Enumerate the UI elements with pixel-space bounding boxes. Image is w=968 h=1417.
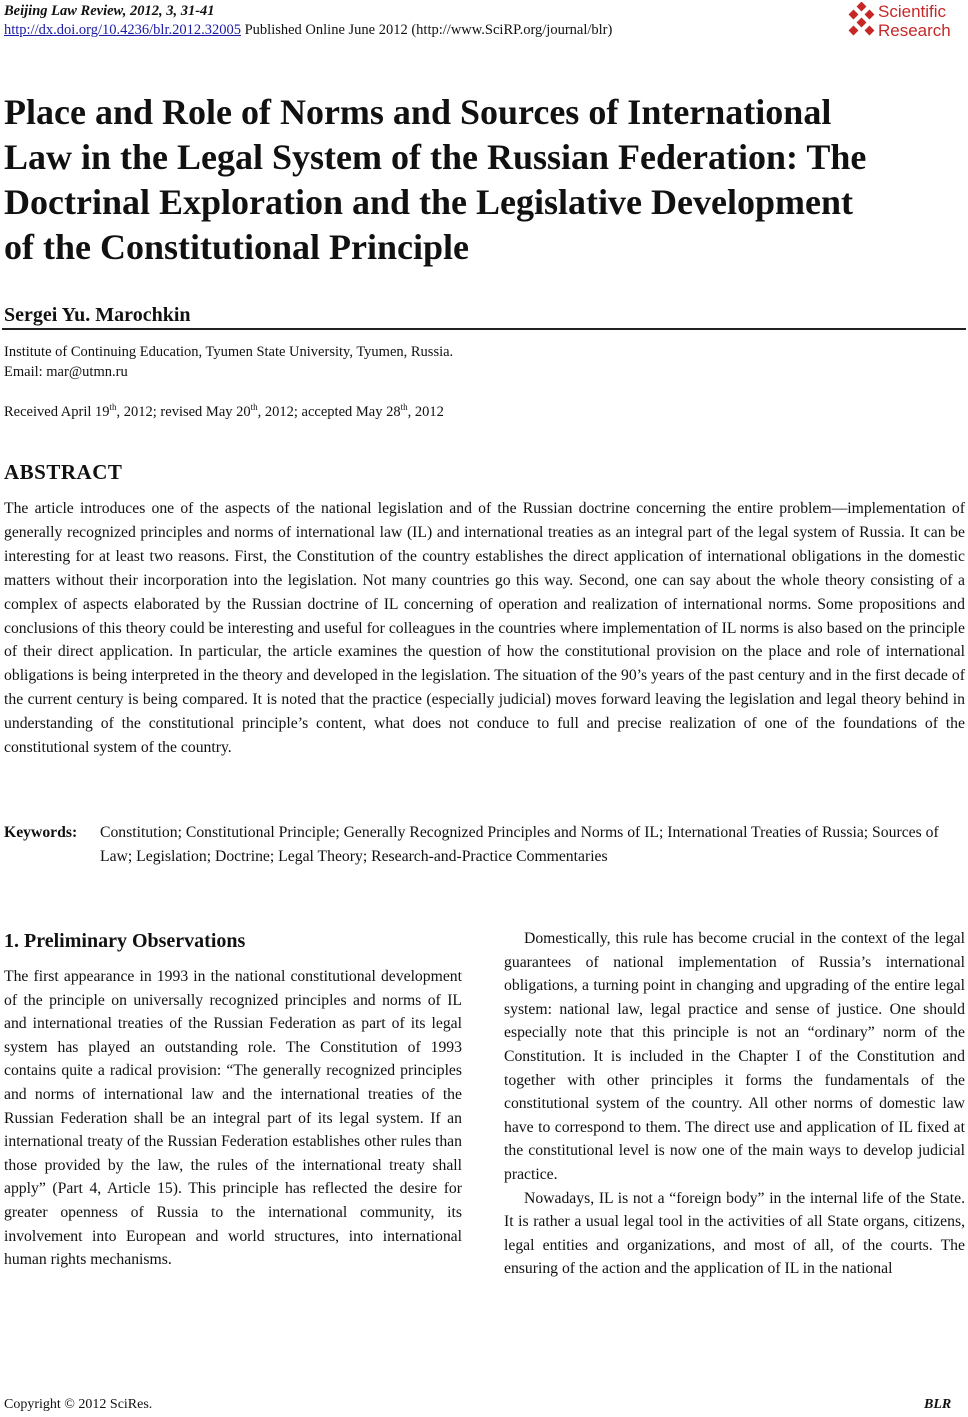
accepted-text: , 2012; accepted May 28 bbox=[257, 404, 401, 420]
title-line: Law in the Legal System of the Russian Federation: The bbox=[4, 137, 867, 177]
paragraph: Nowadays, IL is not a “foreign body” in the internal life of the State. It is rather a usual legal tool in the activities of all State organs, citizens, legal entities and organizations, and most of all, of the courts. The ensuring of the action and the application of IL in the national bbox=[504, 1189, 965, 1278]
title-line: of the Constitutional Principle bbox=[4, 227, 469, 267]
revised-sup: th bbox=[250, 402, 258, 413]
scientific-research-logo bbox=[848, 2, 968, 42]
email: Email: mar@utmn.ru bbox=[4, 364, 128, 380]
affiliation: Institute of Continuing Education, Tyumen State University, Tyumen, Russia. bbox=[4, 344, 454, 360]
revised-text: , 2012; revised May 20 bbox=[116, 404, 251, 420]
journal-volume: , 2012, 3, 31-41 bbox=[122, 3, 215, 19]
right-column bbox=[504, 927, 965, 1281]
author-affiliation-block bbox=[4, 342, 453, 382]
paragraph: The first appearance in 1993 in the national constitutional development of the principle on universally recognized principles and norms of IL and international treaties of the Russian Federation as part of its legal system has played an outstanding role. The Constitution of 1993 contains quite a radical provision: “The generally recognized principles and norms of international law and the international treaties of the Russian Federation shall be an integral part of its legal system. If an international treaty of the Russian Federation establishes other rules than those provided by the law, the rules of the international treaty shall apply” (Part 4, Article 15). This principle has reflected the desire for greater openness of Russia to the international community, its involvement into European and world structures, into international human rights mechanisms. bbox=[4, 968, 462, 1269]
section-heading: 1. Preliminary Observations bbox=[4, 930, 246, 952]
received-dates bbox=[4, 402, 444, 422]
title-line: Doctrinal Exploration and the Legislative Development bbox=[4, 182, 853, 222]
year-text: , 2012 bbox=[407, 404, 444, 420]
logo-text bbox=[878, 2, 951, 40]
accepted-sup: th bbox=[400, 402, 408, 413]
abstract-text: The article introduces one of the aspects of the national legislation and of the Russian doctrine concerning the entire problem—implementation of generally recognized principles and norms of international law (IL) and international treaties as an integral part of the legal system of Russia. It can be interesting for at least two reasons. First, the Constitution of the country establishes the direct application of international obligations in the domestic matters without their incorporation into the legislation. Not many countries go this way. Second, one can say about the whole theory consisting of a complex of aspects elaborated by the Russian doctrine of IL concerning of operation and realization of international norms. Some propositions and conclusions of this theory could be interesting and useful for colleagues in the countries where implementation of IL norms is also based on the principle of their direct application. In particular, the article examines the question of how the constitutional provision on the place and role of international obligations is being interpreted in the theory and developed in the legislation. The situation of the 90’s years of the past century and in the first decade of the current century is being compared. It is noted that the practice (especially judicial) moves forward leaving the legislation and legal theory behind in understanding of the constitutional principle’s content, what does not conduce to full and precise realization of one of the foundations of the constitutional system of the country. bbox=[4, 500, 965, 757]
keywords-text: Constitution; Constitutional Principle; Generally Recognized Principles and Norms of IL; International Treaties of Russia; Sources of Law; Legislation; Doctrine; Legal Theory; Research-and-Practice Commentaries bbox=[100, 824, 939, 865]
logo-line-1: Scientific bbox=[878, 2, 947, 21]
left-column bbox=[4, 965, 462, 1272]
journal-name: Beijing Law Review bbox=[4, 3, 123, 19]
publication-line bbox=[4, 21, 612, 40]
footer-journal: BLR bbox=[924, 1397, 952, 1412]
author-name: Sergei Yu. Marochkin bbox=[4, 304, 191, 326]
logo-line-2: Research bbox=[878, 21, 951, 40]
journal-citation bbox=[4, 2, 215, 21]
published-online-text: Published Online June 2012 (http://www.SciRP.org/journal/blr) bbox=[240, 22, 613, 38]
abstract-heading: ABSTRACT bbox=[4, 460, 123, 484]
logo-mark-icon bbox=[848, 2, 876, 40]
doi-link[interactable]: http://dx.doi.org/10.4236/blr.2012.32005 bbox=[4, 22, 241, 38]
keywords-label: Keywords: bbox=[4, 824, 78, 841]
paper-title bbox=[4, 90, 964, 270]
footer-copyright: Copyright © 2012 SciRes. bbox=[4, 1397, 153, 1412]
received-text: Received April 19 bbox=[4, 404, 110, 420]
title-line: Place and Role of Norms and Sources of International bbox=[4, 92, 832, 132]
author-divider bbox=[2, 328, 966, 330]
received-sup: th bbox=[109, 402, 117, 413]
paragraph: Domestically, this rule has become crucial in the context of the legal guarantees of national implementation of Russia’s international obligations, a turning point in changing and upgrading of the entire legal system: national law, legal practice and sense of justice. One should especially note that this principle is not an “ordinary” norm of the Constitution. It is included in the Chapter I of the Constitution and together with other principles it forms the fundamentals of the constitutional system of the country. All other norms of domestic law have to correspond to them. The direct use and application of IL fixed at the constitutional level is now one of the main ways to develop judicial practice. bbox=[504, 930, 965, 1183]
